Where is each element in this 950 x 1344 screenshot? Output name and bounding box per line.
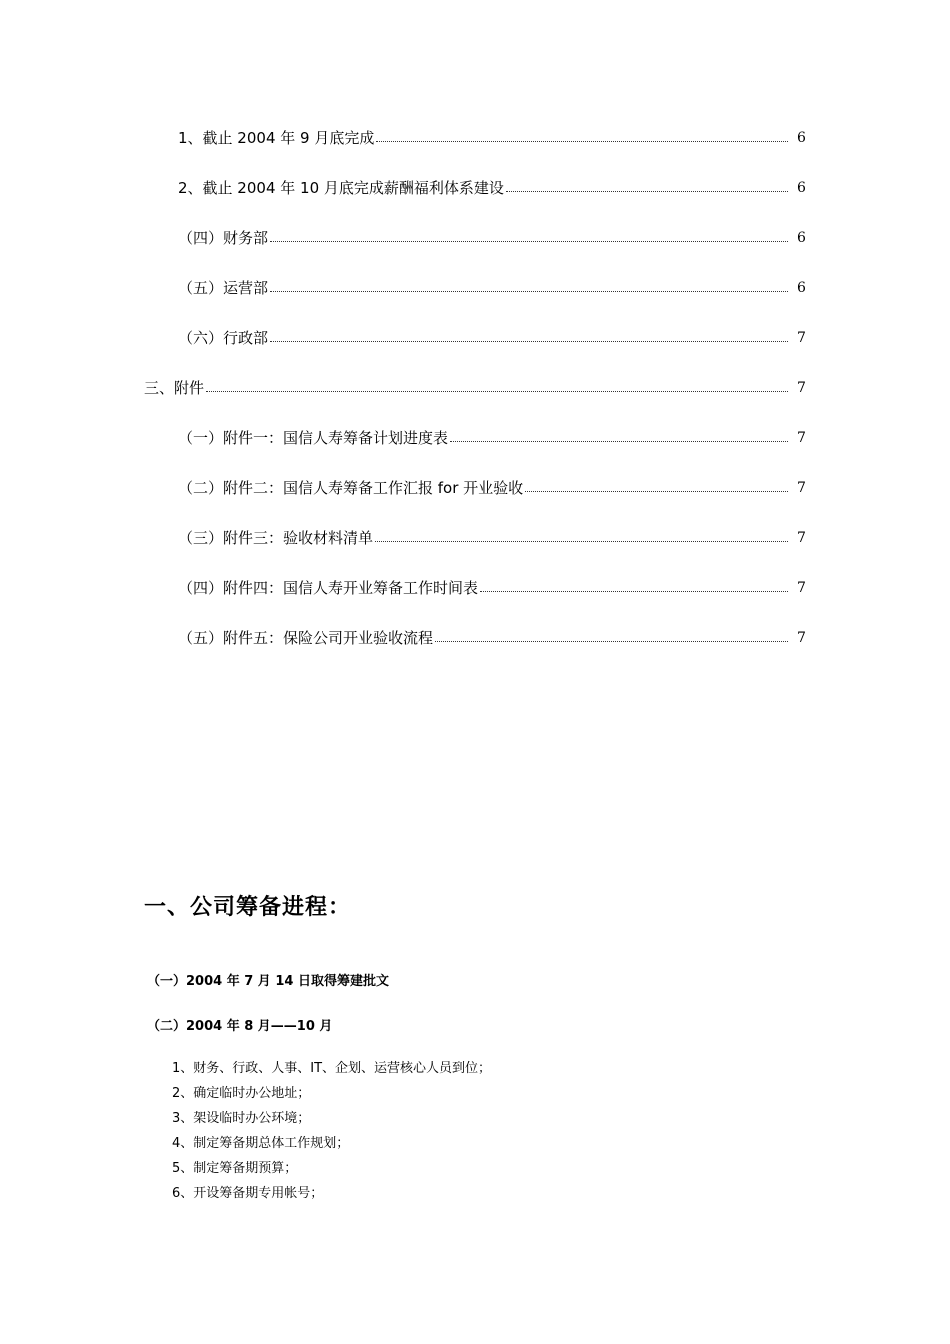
toc-leader <box>506 191 788 192</box>
toc-entry-page: 7 <box>797 630 806 646</box>
list-item: 1、财务、行政、人事、IT、企划、运营核心人员到位； <box>172 1061 492 1076</box>
toc-entry[interactable] <box>0 126 950 150</box>
toc-entry-label: （六）行政部 <box>178 326 268 350</box>
list-item: 2、确定临时办公地址； <box>172 1086 311 1101</box>
toc-entry[interactable] <box>0 326 950 350</box>
toc-entry-page: 6 <box>797 280 806 296</box>
toc-leader <box>376 141 788 142</box>
list-item: 4、制定筹备期总体工作规划； <box>172 1136 350 1151</box>
toc-entry-label: （四）财务部 <box>178 226 268 250</box>
section-heading: 一、公司筹备进程： <box>144 895 352 920</box>
toc-entry-page: 7 <box>797 480 806 496</box>
toc-entry-page: 6 <box>797 130 806 146</box>
toc-entry-page: 6 <box>797 180 806 196</box>
list-item: 5、制定筹备期预算； <box>172 1161 298 1176</box>
toc-entry-label: 三、附件 <box>144 376 204 400</box>
list-item: 6、开设筹备期专用帐号； <box>172 1186 324 1201</box>
toc-leader <box>270 341 788 342</box>
toc-entry-page: 7 <box>797 330 806 346</box>
toc-leader <box>435 641 788 642</box>
toc-leader <box>450 441 788 442</box>
toc-entry-label: （四）附件四：国信人寿开业筹备工作时间表 <box>178 576 478 600</box>
toc-entry-page: 7 <box>797 530 806 546</box>
toc-entry-label: （五）附件五：保险公司开业验收流程 <box>178 626 433 650</box>
toc-entry[interactable] <box>0 226 950 250</box>
toc-leader <box>375 541 788 542</box>
toc-entry-page: 7 <box>797 580 806 596</box>
toc-leader <box>480 591 788 592</box>
toc-leader <box>525 491 788 492</box>
toc-entry-label: （二）附件二：国信人寿筹备工作汇报 for 开业验收 <box>178 476 523 500</box>
toc-leader <box>206 391 788 392</box>
toc-entry-page: 7 <box>797 380 806 396</box>
toc-entry[interactable] <box>0 276 950 300</box>
toc-entry[interactable] <box>0 376 950 400</box>
subheading-period: （二）2004 年 8 月——10 月 <box>147 1019 333 1034</box>
toc-leader <box>270 241 788 242</box>
toc-leader <box>270 291 788 292</box>
toc-entry-label: （一）附件一：国信人寿筹备计划进度表 <box>178 426 448 450</box>
toc-entry[interactable] <box>0 176 950 200</box>
toc-entry-label: 2、截止 2004 年 10 月底完成薪酬福利体系建设 <box>178 176 504 200</box>
toc-entry[interactable] <box>0 576 950 600</box>
toc-entry[interactable] <box>0 476 950 500</box>
toc-entry[interactable] <box>0 526 950 550</box>
toc-entry-page: 6 <box>797 230 806 246</box>
subheading-approval: （一）2004 年 7 月 14 日取得筹建批文 <box>147 974 389 989</box>
toc-entry-label: （三）附件三：验收材料清单 <box>178 526 373 550</box>
toc-entry-label: 1、截止 2004 年 9 月底完成 <box>178 126 374 150</box>
toc-entry[interactable] <box>0 426 950 450</box>
toc-entry[interactable] <box>0 626 950 650</box>
toc-entry-page: 7 <box>797 430 806 446</box>
list-item: 3、架设临时办公环境； <box>172 1111 311 1126</box>
toc-entry-label: （五）运营部 <box>178 276 268 300</box>
